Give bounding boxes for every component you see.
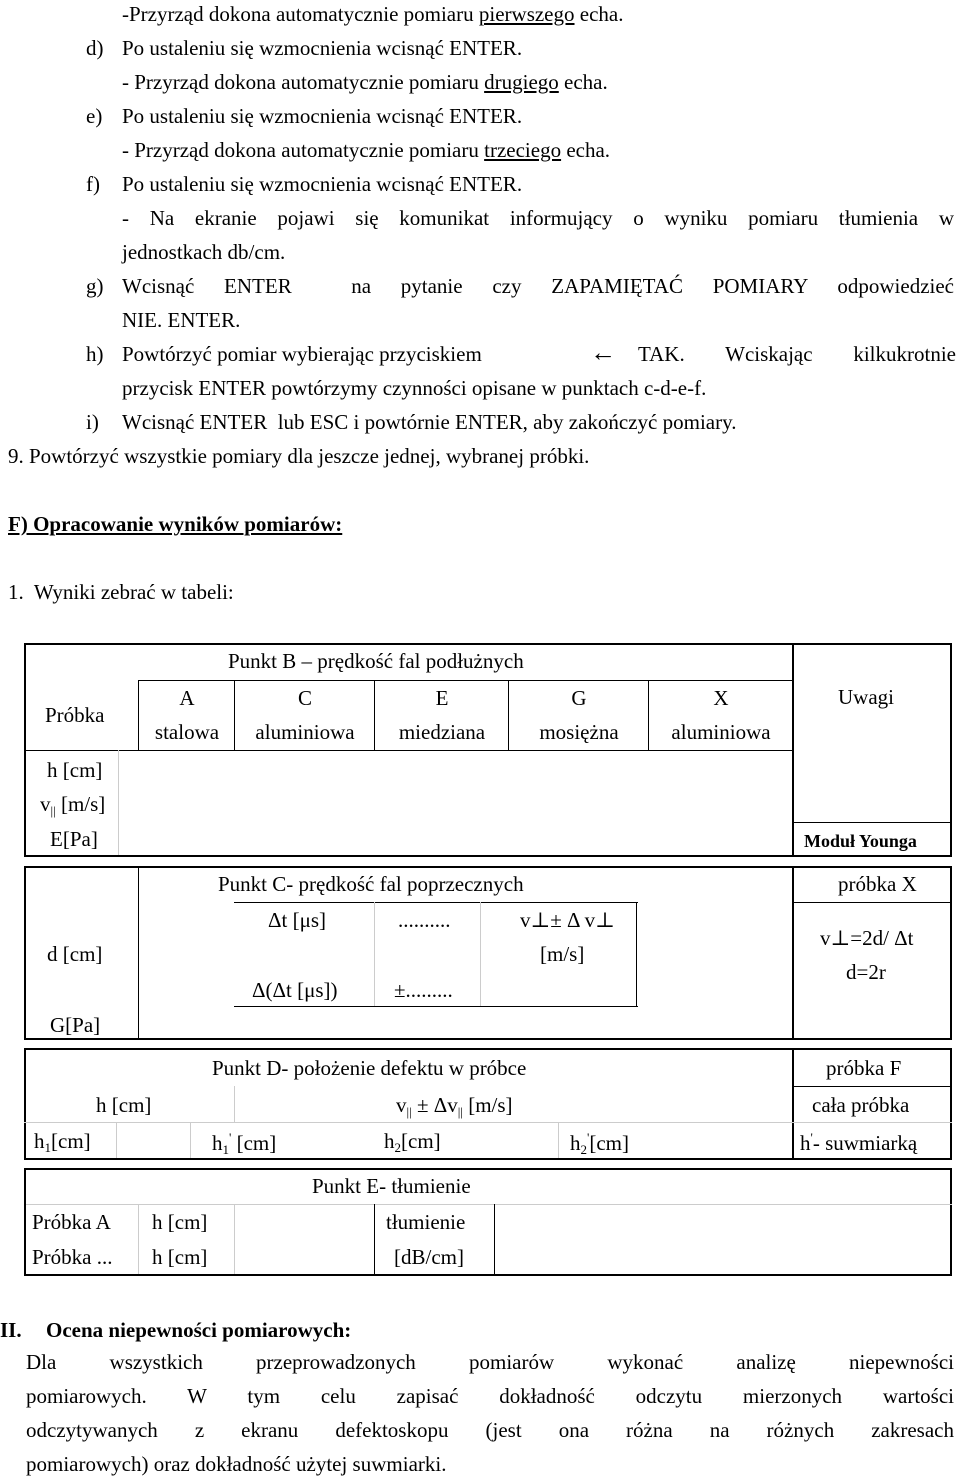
rule xyxy=(24,866,26,1040)
text: echa. xyxy=(558,70,608,94)
rule xyxy=(950,866,952,1040)
probka-dots: Próbka ... xyxy=(32,1245,113,1269)
rule xyxy=(234,1204,235,1274)
v-perp-header: v⊥± Δ v⊥ xyxy=(520,908,615,932)
rule xyxy=(950,643,952,857)
unit: [cm] xyxy=(51,1129,91,1153)
rule xyxy=(792,1048,794,1160)
section-ii-number: II. xyxy=(0,1318,22,1342)
rule xyxy=(24,1274,952,1276)
rule xyxy=(24,1168,952,1170)
step-h-continuation: przycisk ENTER powtórzymy czynności opisane w punktach c-d-e-f. xyxy=(122,376,707,400)
unit: [cm] xyxy=(231,1131,277,1155)
step-e-text: Po ustaleniu się wzmocnienia wcisnąć ENTER. xyxy=(122,104,523,128)
section-ii-title: Ocena niepewności pomiarowych: xyxy=(46,1318,352,1342)
subscript: 2 xyxy=(394,1140,401,1155)
text: -Przyrząd dokona automatycznie pomiaru xyxy=(122,2,479,26)
rule xyxy=(24,1048,26,1160)
d-equals-2r: d=2r xyxy=(846,960,886,984)
e-h-cm-1: h [cm] xyxy=(152,1210,208,1234)
step-9: 9. Powtórzyć wszystkie pomiary dla jeszcze jednej, wybranej próbki. xyxy=(8,444,590,468)
prime: ' xyxy=(810,1130,813,1145)
col-e-letter: E xyxy=(435,686,449,710)
point-b-title: Punkt B – prędkość fal podłużnych xyxy=(228,649,524,673)
rule xyxy=(234,902,638,903)
step-g-continuation: NIE. ENTER. xyxy=(122,308,241,332)
parallel-symbol: || xyxy=(50,803,56,818)
h1-cm xyxy=(34,1131,91,1154)
col-g-material: mosiężna xyxy=(539,720,619,744)
rule xyxy=(792,1086,952,1087)
cala-probka: cała próbka xyxy=(812,1093,910,1117)
point-c-title: Punkt C- prędkość fal poprzecznych xyxy=(218,872,524,896)
step-f-continuation-2: jednostkach db/cm. xyxy=(122,240,286,264)
subscript: 1 xyxy=(44,1140,51,1155)
step-f-label: f) xyxy=(86,172,100,196)
item-1: 1. Wyniki zebrać w tabeli: xyxy=(8,580,234,604)
parallel-symbol: || xyxy=(457,1104,463,1119)
paragraph-line-1: Dla wszystkich przeprowadzonych pomiarów wykonać analizę niepewności xyxy=(26,1350,954,1374)
probka-x: próbka X xyxy=(838,872,917,896)
subscript: 1 xyxy=(222,1142,229,1157)
rule xyxy=(138,1204,139,1274)
dots-placeholder: .......... xyxy=(398,908,451,932)
step-g-text: Wcisnąć ENTER na pytanie czy ZAPAMIĘTAĆ POMIARY odpowiedzieć xyxy=(122,274,954,298)
e-pa-row: E[Pa] xyxy=(50,827,98,851)
rule xyxy=(792,902,952,903)
col-g-letter: G xyxy=(571,686,587,710)
v-perp-formula: v⊥=2d/ Δt xyxy=(820,926,914,950)
col-c-letter: C xyxy=(297,686,312,710)
rule xyxy=(116,1122,117,1158)
step-f-continuation-1: - Na ekranie pojawi się komunikat informujący o wyniku pomiaru tłumienia w xyxy=(122,206,954,230)
col-e-material: miedziana xyxy=(398,720,486,744)
v-rest: ± Δv xyxy=(411,1093,458,1117)
probka-f: próbka F xyxy=(826,1056,902,1080)
prime: ' xyxy=(229,1130,232,1145)
step-h-text-a: Powtórzyć pomiar wybierając przyciskiem xyxy=(122,342,482,366)
step-i-label: i) xyxy=(86,410,99,434)
h-symbol: h xyxy=(34,1129,45,1153)
point-d-title: Punkt D- położenie defektu w próbce xyxy=(212,1056,527,1080)
h-symbol: h xyxy=(384,1129,395,1153)
v-unit: [m/s] xyxy=(462,1093,513,1117)
step-d-label: d) xyxy=(86,36,104,60)
rule xyxy=(26,750,792,751)
paragraph-line-4: pomiarowych) oraz dokładność użytej suwmiarki. xyxy=(26,1452,447,1476)
rule xyxy=(24,1122,952,1123)
v-symbol: v xyxy=(396,1093,407,1117)
underlined-word: pierwszego xyxy=(478,2,575,26)
step-i-text: Wcisnąć ENTER lub ESC i powtórnie ENTER, aby zakończyć pomiary. xyxy=(122,410,737,434)
col-x-material: aluminiowa xyxy=(671,720,771,744)
probka-header: Próbka xyxy=(45,703,105,727)
rule xyxy=(26,1204,952,1205)
h2-cm xyxy=(384,1131,441,1154)
col-a-material: stalowa xyxy=(154,720,220,744)
v-perp-unit: [m/s] xyxy=(540,942,585,966)
rule xyxy=(374,902,375,1006)
prime: ' xyxy=(587,1130,590,1145)
section-f-heading: F) Opracowanie wyników pomiarów: xyxy=(8,512,343,536)
h1-prime-cm xyxy=(212,1131,276,1156)
rule xyxy=(118,750,119,855)
paragraph-line-2: pomiarowych. W tym celu zapisać dokładność odczytu mierzonych wartości xyxy=(26,1384,954,1408)
h2-prime-cm xyxy=(570,1131,629,1156)
delta-t: Δt [μs] xyxy=(268,908,327,932)
col-a-letter: A xyxy=(179,686,195,710)
d-h-cm: h [cm] xyxy=(96,1093,152,1117)
col-c-material: aluminiowa xyxy=(255,720,355,744)
v-symbol: v xyxy=(40,792,51,816)
parallel-symbol: || xyxy=(406,1104,412,1119)
step-h-text-b: TAK. Wciskając kilkukrotnie xyxy=(638,342,956,366)
step-f-text: Po ustaleniu się wzmocnienia wcisnąć ENTER. xyxy=(122,172,523,196)
point-e-title: Punkt E- tłumienie xyxy=(312,1174,471,1198)
rule xyxy=(24,643,952,645)
rule xyxy=(234,1086,235,1122)
text: - Przyrząd dokona automatycznie pomiaru xyxy=(122,70,485,94)
rule xyxy=(374,1204,375,1274)
underlined-word: trzeciego xyxy=(484,138,562,162)
text: - Przyrząd dokona automatycznie pomiaru xyxy=(122,138,485,162)
rule xyxy=(792,643,794,857)
rest: - suwmiarką xyxy=(812,1131,918,1155)
col-x-letter: X xyxy=(713,686,729,710)
h-symbol: h xyxy=(800,1131,811,1155)
subscript: 2 xyxy=(580,1142,587,1157)
d-velocity xyxy=(396,1095,513,1118)
rule xyxy=(138,680,792,681)
rule xyxy=(508,680,509,750)
step-c-continuation xyxy=(122,4,623,25)
e-h-cm-2: h [cm] xyxy=(152,1245,208,1269)
rule xyxy=(24,1038,952,1040)
step-d-text: Po ustaleniu się wzmocnienia wcisnąć ENTER. xyxy=(122,36,523,60)
g-pa-row: G[Pa] xyxy=(50,1013,101,1037)
paragraph-line-3: odczytywanych z ekranu defektoskopu (jest ona różna na różnych zakresach xyxy=(26,1418,954,1442)
rule xyxy=(636,902,637,1006)
v-parallel-row xyxy=(40,794,105,817)
modul-younga: Moduł Younga xyxy=(804,831,917,851)
rule xyxy=(558,1122,559,1158)
h-cm-row: h [cm] xyxy=(47,758,103,782)
d-cm-row: d [cm] xyxy=(47,942,103,966)
step-e-continuation xyxy=(122,140,610,161)
v-unit: [m/s] xyxy=(55,792,106,816)
h-prime-suwmiarka xyxy=(800,1131,917,1154)
rule xyxy=(950,1048,952,1160)
probka-a: Próbka A xyxy=(32,1210,111,1234)
h-symbol: h xyxy=(212,1131,223,1155)
db-cm: [dB/cm] xyxy=(394,1245,464,1269)
rule xyxy=(792,822,952,823)
h-symbol: h xyxy=(570,1131,581,1155)
rule xyxy=(950,1168,952,1276)
underlined-word: drugiego xyxy=(484,70,559,94)
rule xyxy=(24,855,952,857)
rule xyxy=(234,1006,638,1007)
rule xyxy=(480,902,481,1006)
tlumienie: tłumienie xyxy=(386,1210,466,1234)
text: echa. xyxy=(574,2,624,26)
rule xyxy=(374,680,375,750)
step-h-label: h) xyxy=(86,342,104,366)
left-arrow-icon: ← xyxy=(590,338,616,367)
rule xyxy=(24,1168,26,1276)
delta-delta-t: Δ(Δt [μs]) xyxy=(252,978,338,1002)
rule xyxy=(24,1158,952,1160)
step-e-label: e) xyxy=(86,104,103,128)
rule xyxy=(24,1048,952,1050)
step-d-continuation xyxy=(122,72,608,93)
step-g-label: g) xyxy=(86,274,104,298)
rule xyxy=(138,680,139,750)
unit: [cm] xyxy=(401,1129,441,1153)
rule xyxy=(494,1204,495,1274)
uwagi-header: Uwagi xyxy=(838,685,894,709)
rule xyxy=(234,680,235,750)
rule xyxy=(138,866,139,1040)
rule xyxy=(792,866,794,1040)
plus-minus-dots: ±......... xyxy=(394,978,453,1002)
text: echa. xyxy=(561,138,611,162)
rule xyxy=(648,680,649,750)
unit: [cm] xyxy=(589,1131,629,1155)
rule xyxy=(190,1122,191,1158)
rule xyxy=(24,866,952,868)
